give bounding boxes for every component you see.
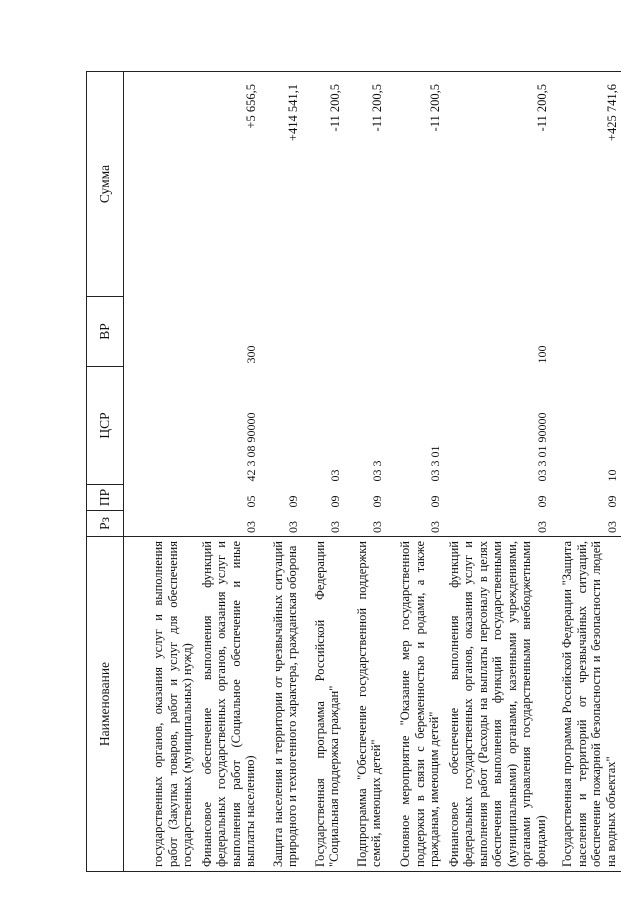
row-name: Защита населения и территории от чрезвычайных ситуаций природного и техногенного характера, гражданская оборона [261, 537, 303, 872]
row-csr: 10 [604, 469, 619, 482]
row-vr [261, 297, 303, 367]
row-rz [124, 511, 198, 537]
row-sum: +414 541,1 [261, 72, 303, 297]
row-rz: 03 [244, 521, 258, 533]
row-vr [124, 297, 198, 367]
budget-table-page [86, 72, 619, 872]
row-name: Государственная программа Российской Федерации "Защита населения и территорий от чрезвычайных ситуаций, обеспечение пожарной безопасности и безопасности людей на водных объектах" [551, 537, 621, 872]
row-vr [303, 297, 345, 367]
row-vr [345, 297, 387, 367]
row-pr [124, 485, 198, 511]
row-csr [124, 367, 198, 485]
row-pr: 09 [370, 495, 384, 508]
row-sum: +5 656,5 [198, 72, 261, 297]
row-name: Государственная программа Российской Федерации "Социальная поддержка граждан" [303, 537, 345, 872]
row-csr: 03 3 [370, 460, 384, 482]
row-pr: 09 [428, 495, 442, 508]
row-sum: -11 200,5 [345, 72, 387, 297]
row-csr: 03 3 01 [428, 445, 442, 482]
row-vr [387, 297, 445, 367]
budget-table [86, 71, 621, 872]
row-name: Основное мероприятие "Оказание мер государственной поддержки в связи с беременностью и родами, а также гражданам, имеющим детей" [387, 537, 445, 872]
row-rz: 03 [534, 521, 549, 533]
header-rz: Рз [87, 511, 124, 537]
row-rz: 03 [328, 521, 342, 533]
row-pr: 09 [286, 495, 300, 508]
table-row [445, 72, 552, 872]
row-sum: +425 741,6 [551, 72, 621, 297]
header-csr: ЦСР [87, 367, 124, 485]
header-sum: Сумма [87, 72, 124, 297]
header-vr: ВР [87, 297, 124, 367]
row-csr: 03 [328, 469, 342, 482]
row-pr: 05 [244, 495, 258, 508]
row-rz: 03 [286, 521, 300, 533]
row-name: Подпрограмма "Обеспечение государственной поддержки семей, имеющих детей" [345, 537, 387, 872]
table-header-row [87, 72, 124, 872]
row-sum [124, 72, 198, 297]
row-sum: -11 200,5 [445, 72, 552, 297]
table-row [551, 72, 621, 872]
row-csr [261, 367, 303, 485]
header-pr: ПР [87, 485, 124, 511]
row-vr [551, 297, 621, 367]
table-row [124, 72, 198, 872]
row-vr: 100 [534, 345, 549, 364]
row-name: Финансовое обеспечение выполнения функций федеральных государственных органов, оказания услуг и выполнения работ (Социальное обеспечение и иные выплаты населению) [198, 537, 261, 872]
table-row [303, 72, 345, 872]
table-row [387, 72, 445, 872]
row-rz: 03 [604, 521, 619, 533]
row-pr: 09 [604, 495, 619, 508]
row-rz: 03 [370, 521, 384, 533]
header-name: Наименование [87, 537, 124, 872]
row-csr: 42 3 08 90000 [244, 412, 258, 482]
table-row [261, 72, 303, 872]
row-name: государственных органов, оказания услуг и выполнения работ (Закупка товаров, работ и услуг для обеспечения государственных (муниципальных) нужд) [124, 537, 198, 872]
row-rz: 03 [428, 521, 442, 533]
table-row [198, 72, 261, 872]
table-row [345, 72, 387, 872]
row-vr: 300 [244, 345, 258, 364]
row-name: Финансовое обеспечение выполнения функций федеральных государственных органов, оказания услуг и выполнения работ (Расходы на выплаты персоналу в целях обеспечения выполнения функций государственными (муниципальными) органами, казенными учреждениями, органами управления государственными внебюджетными фондами) [445, 537, 552, 872]
row-sum: -11 200,5 [303, 72, 345, 297]
row-sum: -11 200,5 [387, 72, 445, 297]
row-pr: 09 [328, 495, 342, 508]
row-pr: 09 [534, 495, 549, 508]
row-csr: 03 3 01 90000 [534, 412, 549, 482]
